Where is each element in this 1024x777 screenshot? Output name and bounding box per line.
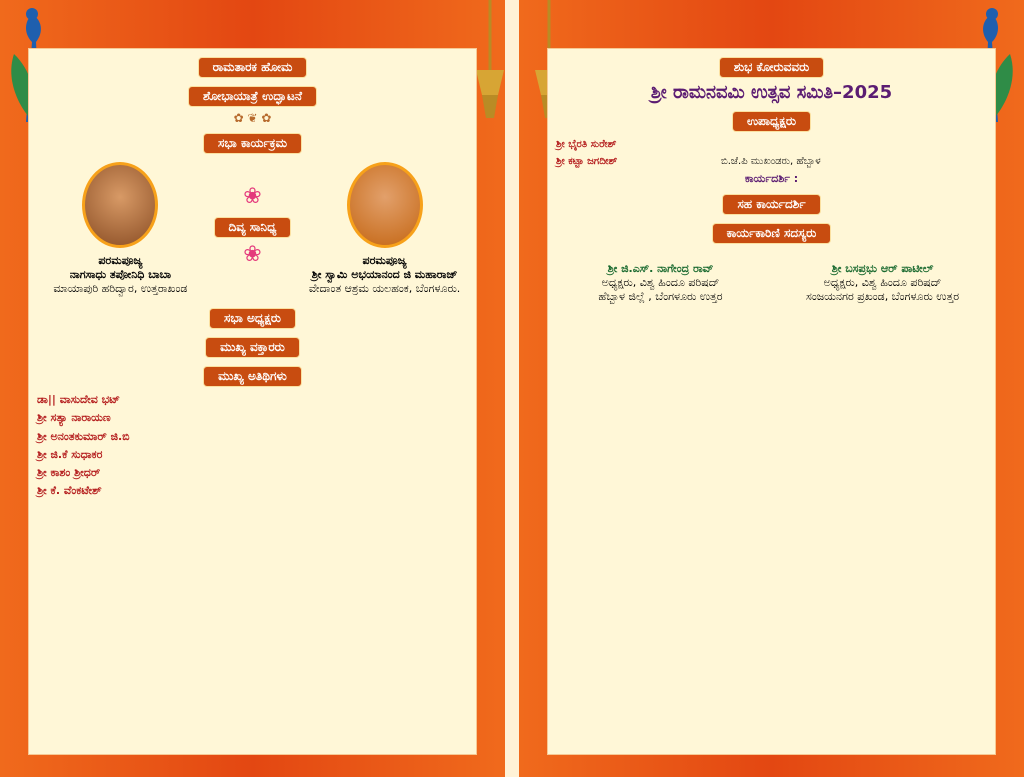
saint-1-place: ಮಾಯಾಪುರಿ ಹರಿದ್ವಾರ, ಉತ್ತರಾಖಂಡ (53, 282, 188, 295)
sabha-adhyaksha-ribbon: ಸಭಾ ಅಧ್ಯಕ್ಷರು (209, 308, 296, 329)
signatory-left-role: ಅಧ್ಯಕ್ಷರು, ವಿಶ್ವ ಹಿಂದೂ ಪರಿಷದ್ (601, 276, 720, 290)
shubha-koruvavaru-ribbon: ಶುಭ ಕೋರುವವರು (719, 57, 825, 78)
signatory-left (558, 262, 763, 304)
left-page (0, 0, 505, 777)
list-item: ಶ್ರೀ ಕಟ್ಟಾ ಜಗದೀಶ್ ಬಿ.ಜೆ.ಪಿ ಮುಖಂಡರು, ಹೆಬ್ಬಾಳ (556, 156, 821, 167)
shobhayatra-ribbon: ಶೋಭಾಯಾತ್ರೆ ಉದ್ಘಾಟನೆ (188, 86, 317, 107)
footer-signatories (548, 248, 995, 304)
saints-section (29, 158, 476, 300)
signatory-right (780, 262, 985, 304)
signatory-left-area: ಹೆಬ್ಬಾಳ ಜಿಲ್ಲೆ , ಬೆಂಗಳೂರು ಉತ್ತರ (598, 290, 723, 304)
flower-icon: ❀ (243, 184, 262, 209)
guest-list (29, 391, 476, 501)
list-item: ಶ್ರೀ ಜಿ.ಕೆ ಸುಧಾಕರ (37, 447, 103, 461)
signatory-right-area: ಸಂಜಯನಗರ ಪ್ರಖಂಡ, ಬೆಂಗಳೂರು ಉತ್ತರ (806, 290, 960, 304)
saint-1 (43, 162, 198, 296)
list-item: ಶ್ರೀ ಕಾಶಂ ಶ್ರೀಧರ್ (37, 466, 101, 480)
saint-1-name: ನಾಗಸಾಧು ತಪೋನಿಧಿ ಬಾಬಾ (69, 268, 172, 281)
saint-2-title: ಪರಮಪೂಜ್ಯ (362, 254, 407, 267)
divya-ribbon: ದಿವ್ಯ ಸಾನಿಧ್ಯ (214, 217, 292, 238)
avatar (82, 162, 158, 248)
saha-karyadarshi-ribbon: ಸಹ ಕಾರ್ಯದರ್ಶಿ (722, 194, 820, 215)
list-item: ಶ್ರೀ ಕೆ. ವೆಂಕಟೇಶ್ (37, 484, 102, 498)
ramataraka-homa-ribbon: ರಾಮತಾರಕ ಹೋಮ (198, 57, 308, 78)
saint-1-title: ಪರಮಪೂಜ್ಯ (98, 254, 143, 267)
list-item: ಡಾ|| ವಾಸುದೇವ ಭಟ್ (37, 393, 120, 406)
saint-2-place: ವೇದಾಂತ ಆಶ್ರಮ ಯಲಹಂಕ, ಬೆಂಗಳೂರು. (308, 282, 461, 295)
ornament-divider: ✿ ❦ ✿ (233, 111, 272, 125)
signatory-right-name: ಶ್ರೀ ಬಸಪ್ರಭು ಆರ್ ಪಾಟೀಲ್ (831, 262, 934, 276)
saint-2 (307, 162, 462, 296)
sabha-karyakrama-ribbon: ಸಭಾ ಕಾರ್ಯಕ್ರಮ (203, 133, 302, 154)
mukhya-vaktaru-ribbon: ಮುಖ್ಯ ವಕ್ತಾರರು (205, 337, 300, 358)
signatory-right-role: ಅಧ್ಯಕ್ಷರು, ವಿಶ್ವ ಹಿಂದೂ ಪರಿಷದ್ (823, 276, 942, 290)
committee-title: ಶ್ರೀ ರಾಮನವಮಿ ಉತ್ಸವ ಸಮಿತಿ–2025 (650, 82, 893, 103)
list-item: ಶ್ರೀ ಭೈರತಿ ಸುರೇಶ್ (556, 139, 617, 150)
list-item: ಶ್ರೀ ಅನಂತಕುಮಾರ್ ಜಿ.ಬಿ (37, 429, 130, 443)
mukhya-atithi-ribbon: ಮುಖ್ಯ ಅತಿಥಿಗಳು (203, 366, 302, 387)
karyakarini-ribbon: ಕಾರ್ಯಕಾರಿಣಿ ಸದಸ್ಯರು (712, 223, 832, 244)
left-panel (28, 48, 477, 755)
list-item: ಶ್ರೀ ಸತ್ಯಾ ನಾರಾಯಣ (37, 411, 111, 425)
signatory-left-name: ಶ್ರೀ ಜಿ.ಎಸ್. ನಾಗೇಂದ್ರ ರಾವ್ (607, 262, 714, 276)
avatar (347, 162, 423, 248)
saint-2-name: ಶ್ರೀ ಸ್ವಾಮಿ ಅಭಯಾನಂದ ಜಿ ಮಹಾರಾಜ್ (311, 268, 458, 281)
flower-icon: ❀ (243, 242, 262, 267)
right-panel (547, 48, 996, 755)
karyadarshi-label: ಕಾರ್ಯದರ್ಶಿ : (744, 172, 799, 185)
upadhyaksha-ribbon: ಉಪಾಧ್ಯಕ್ಷರು (732, 111, 811, 132)
upadhyaksha-list (548, 136, 995, 170)
right-page (519, 0, 1024, 777)
fold-divider (505, 0, 519, 777)
divya-sannidhya (198, 184, 307, 267)
